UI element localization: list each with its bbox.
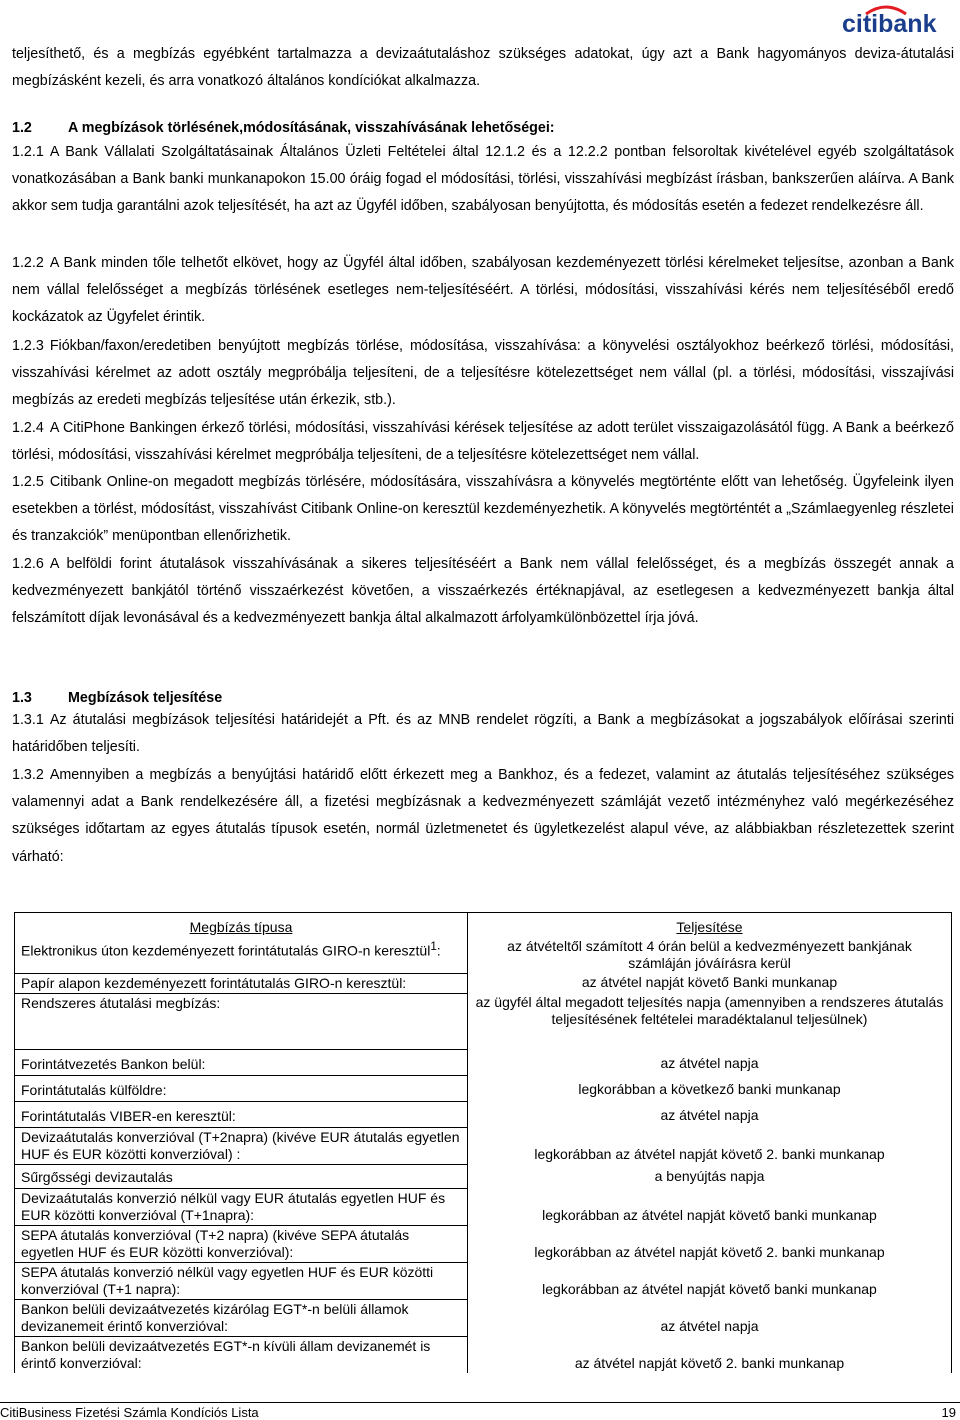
- intro-text: teljesíthető, és a megbízás egyébként tartalmazza a devizaátutaláshoz szükséges adatokat, úgy azt a Bank hagyományos deviza-átutalási megbízásként kezeli, és arra vonatkozó általános kondíciókat alkalmazza.: [12, 46, 954, 90]
- header-execution: Teljesítése: [468, 913, 952, 938]
- row-execution: az átvétel napját követő 2. banki munkanap: [468, 1336, 952, 1373]
- paragraph-text: A CitiPhone Bankingen érkező törlési, módosítási, visszahívási kérések teljesítése az adott terület visszaigazolásától függ. A Bank a beérkező törlési, módosítási, visszahívási kérelmet megpróbálja teljesíteni, de a teljesítésre kötelezettséget nem vállal.: [12, 420, 954, 464]
- section-title: Megbízások teljesítése: [68, 690, 223, 706]
- row-execution: az átvétel napja: [468, 1299, 952, 1336]
- row-type: Bankon belüli devizaátvezetés kizárólag EGT*-n belüli államok devizanemeit érintő konverzióval:: [15, 1299, 468, 1336]
- row-type: Papír alapon kezdeményezett forintátutalás GIRO-n keresztül:: [15, 973, 468, 993]
- paragraph-text: A Bank minden tőle telhetőt elkövet, hogy az Ügyfél által időben, szabályosan kezdeményezett törlési kérelmeket teljesítse, azonban a Bank nem vállal felelősséget a megbízás törlésének esetleges nem-teljesítéséért. A törlési, módosítási, visszahívási kérés nem teljesítéséből eredő kockázatok az Ügyfelet érintik.: [12, 255, 954, 326]
- paragraph-1-2-2: [12, 250, 954, 332]
- paragraph-number: 1.3.1: [12, 712, 44, 728]
- paragraph-number: 1.2.2: [12, 255, 44, 271]
- table-header-row: [15, 913, 952, 938]
- section-1-2-heading: [12, 118, 954, 138]
- row-execution: az átvétel napja: [468, 1101, 952, 1127]
- paragraph-text: A belföldi forint átutalások visszahívásának a sikeres teljesítéséért a Bank nem vállal felelősséget, és a megbízás összegét annak a kedvezményezett bankjától történő visszaérkezést követően, a visszaérkezés értéknapjával, az esetlegesen a kedvezményezett bankja által felszámított díjak levonásával és a kedvezményezett bankja által alkalmazott árfolyamkülönbözettel írja jóvá.: [12, 556, 954, 627]
- table-row: [15, 937, 952, 973]
- execution-times-table: [14, 912, 952, 1373]
- paragraph-number: 1.3.2: [12, 767, 44, 783]
- section-1-3-heading: [12, 688, 954, 708]
- paragraph-number: 1.2.1: [12, 144, 44, 160]
- row-execution: legkorábban az átvétel napját követő 2. banki munkanap: [468, 1225, 952, 1262]
- row-type: Sűrgősségi devizautalás: [15, 1164, 468, 1188]
- table-row: [15, 1101, 952, 1127]
- table-row: [15, 1336, 952, 1373]
- table-row: [15, 1075, 952, 1101]
- section-number: 1.3: [12, 690, 32, 706]
- paragraph-text: Amennyiben a megbízás a benyújtási határidő előtt érkezett meg a Bankhoz, és a fedezet, valamint az átutalás teljesítéséhez szükséges valamennyi adat a Bank rendelkezésére áll, a fizetési megbízásnak a kedvezményezett számláját vezető intézményhez való megérkezéséhez szükséges időtartam az egyes átutalás típusok esetén, normál üzletmenetet és ügyletkezelést alapul véve, az alábbiakban részletezettek szerint várható:: [12, 767, 954, 865]
- row-type: Bankon belüli devizaátvezetés EGT*-n kívüli állam devizanemét is érintő konverzióval:: [15, 1336, 468, 1373]
- logo-text: citibank: [842, 10, 937, 36]
- page-number: 19: [941, 1405, 956, 1420]
- paragraph-text: Az átutalási megbízások teljesítési határidejét a Pft. és az MNB rendelet rögzíti, a Bank a megbízásokat a jogszabályok előírásai szerinti határidőben teljesíti.: [12, 712, 954, 756]
- row-execution: legkorábban az átvétel napját követő banki munkanap: [468, 1262, 952, 1299]
- table-row: [15, 1049, 952, 1075]
- row-execution: legkorábban a következő banki munkanap: [468, 1075, 952, 1101]
- intro-paragraph: [12, 41, 954, 95]
- table-row: [15, 973, 952, 993]
- paragraph-1-3-1: [12, 707, 954, 761]
- paragraph-text: A Bank Vállalati Szolgáltatásainak Általános Üzleti Feltételei által 12.1.2 és a 12.2.2 pontban felsoroltak kivételével egyéb szolgáltatások vonatkozásában a Bank banki munkanapokon 15.00 óráig fogad el módosítási, törlési, visszahívási megbízást írásban, bankszerűen aláírva. A Bank akkor sem tudja garantálni azok teljesítését, ha azt az Ügyfél időben, szabályosan benyújtotta, és módosítás esetén a fedezet rendelkezésre áll.: [12, 144, 954, 215]
- table-row: [15, 1188, 952, 1225]
- paragraph-1-2-5: [12, 469, 954, 551]
- footer-title: CitiBusiness Fizetési Számla Kondíciós Lista: [0, 1405, 259, 1420]
- row-type: [15, 937, 468, 973]
- paragraph-1-2-1: [12, 139, 954, 221]
- paragraph-1-2-3: [12, 333, 954, 415]
- table-row: [15, 1262, 952, 1299]
- row-execution: az átvétel napja: [468, 1049, 952, 1075]
- row-type: Forintátutalás külföldre:: [15, 1075, 468, 1101]
- row-execution: az átvétel napját követő Banki munkanap: [468, 973, 952, 993]
- paragraph-text: Fiókban/faxon/eredetiben benyújtott megbízás törlése, módosítása, visszahívása: a könyvelési osztályokhoz beérkező törlési, módosítási, visszahívási kérelmet az adott osztály megpróbálja teljesíteni, de a teljesítésre kötelezettséget nem vállal (pl. a törlési, módosítási, visszajívási megbízás az eredeti megbízás teljesítése után érkezik, stb.).: [12, 338, 954, 409]
- section-number: 1.2: [12, 120, 32, 136]
- row-execution: legkorábban az átvétel napját követő 2. banki munkanap: [468, 1127, 952, 1164]
- table-row: [15, 993, 952, 1049]
- paragraph-number: 1.2.6: [12, 556, 44, 572]
- footer-divider: [0, 1402, 960, 1403]
- paragraph-number: 1.2.4: [12, 420, 44, 436]
- section-title: A megbízások törlésének,módosításának, visszahívásának lehetőségei:: [68, 120, 555, 136]
- row-execution: a benyújtás napja: [468, 1164, 952, 1188]
- paragraph-text: Citibank Online-on megadott megbízás törlésére, módosítására, visszahívásra a könyvelés megtörténte előtt van lehetőség. Ügyfeleink ilyen esetekben a törlést, módosítást, visszahívást Citibank Online-on keresztül kezdeményezhetik. A könyvelés megtörténtét a „Számlaegyenleg részletei és tranzakciók” menüpontban ellenőrizhetik.: [12, 474, 954, 545]
- row-type: SEPA átutalás konverzióval (T+2 napra) (kivéve SEPA átutalás egyetlen HUF és EUR közötti konverzióval):: [15, 1225, 468, 1262]
- table-row: [15, 1299, 952, 1336]
- row-type: SEPA átutalás konverzió nélkül vagy egyetlen HUF és EUR közötti konverzióval (T+1 napra):: [15, 1262, 468, 1299]
- row-type: Forintátutalás VIBER-en keresztül:: [15, 1101, 468, 1127]
- row-execution: az átvételtől számított 4 órán belül a kedvezményezett bankjának számláján jóváírásra kerül: [468, 937, 952, 973]
- table-row: [15, 1225, 952, 1262]
- paragraph-1-2-6: [12, 551, 954, 633]
- row-execution: az ügyfél által megadott teljesítés napja (amennyiben a rendszeres átutalás teljesítésének feltételei maradéktalanul teljesülnek): [468, 993, 952, 1049]
- row-type: Rendszeres átutalási megbízás:: [15, 993, 468, 1049]
- row-execution: legkorábban az átvétel napját követő banki munkanap: [468, 1188, 952, 1225]
- row-type: Devizaátutalás konverzió nélkül vagy EUR átutalás egyetlen HUF és EUR közötti konverzióval (T+1napra):: [15, 1188, 468, 1225]
- row-type: Forintátvezetés Bankon belül:: [15, 1049, 468, 1075]
- row-type-suffix: :: [436, 942, 441, 959]
- header-type: Megbízás típusa: [15, 913, 468, 938]
- citibank-logo: [840, 2, 952, 36]
- row-type-text: Elektronikus úton kezdeményezett forintátutalás GIRO-n keresztül: [21, 942, 431, 959]
- table-row: [15, 1164, 952, 1188]
- footnote-mark: 1: [430, 940, 437, 953]
- paragraph-number: 1.2.5: [12, 474, 44, 490]
- table-row: [15, 1127, 952, 1164]
- paragraph-1-3-2: [12, 762, 954, 871]
- paragraph-number: 1.2.3: [12, 338, 44, 354]
- row-type: Devizaátutalás konverzióval (T+2napra) (kivéve EUR átutalás egyetlen HUF és EUR közötti konverzióval) :: [15, 1127, 468, 1164]
- paragraph-1-2-4: [12, 415, 954, 469]
